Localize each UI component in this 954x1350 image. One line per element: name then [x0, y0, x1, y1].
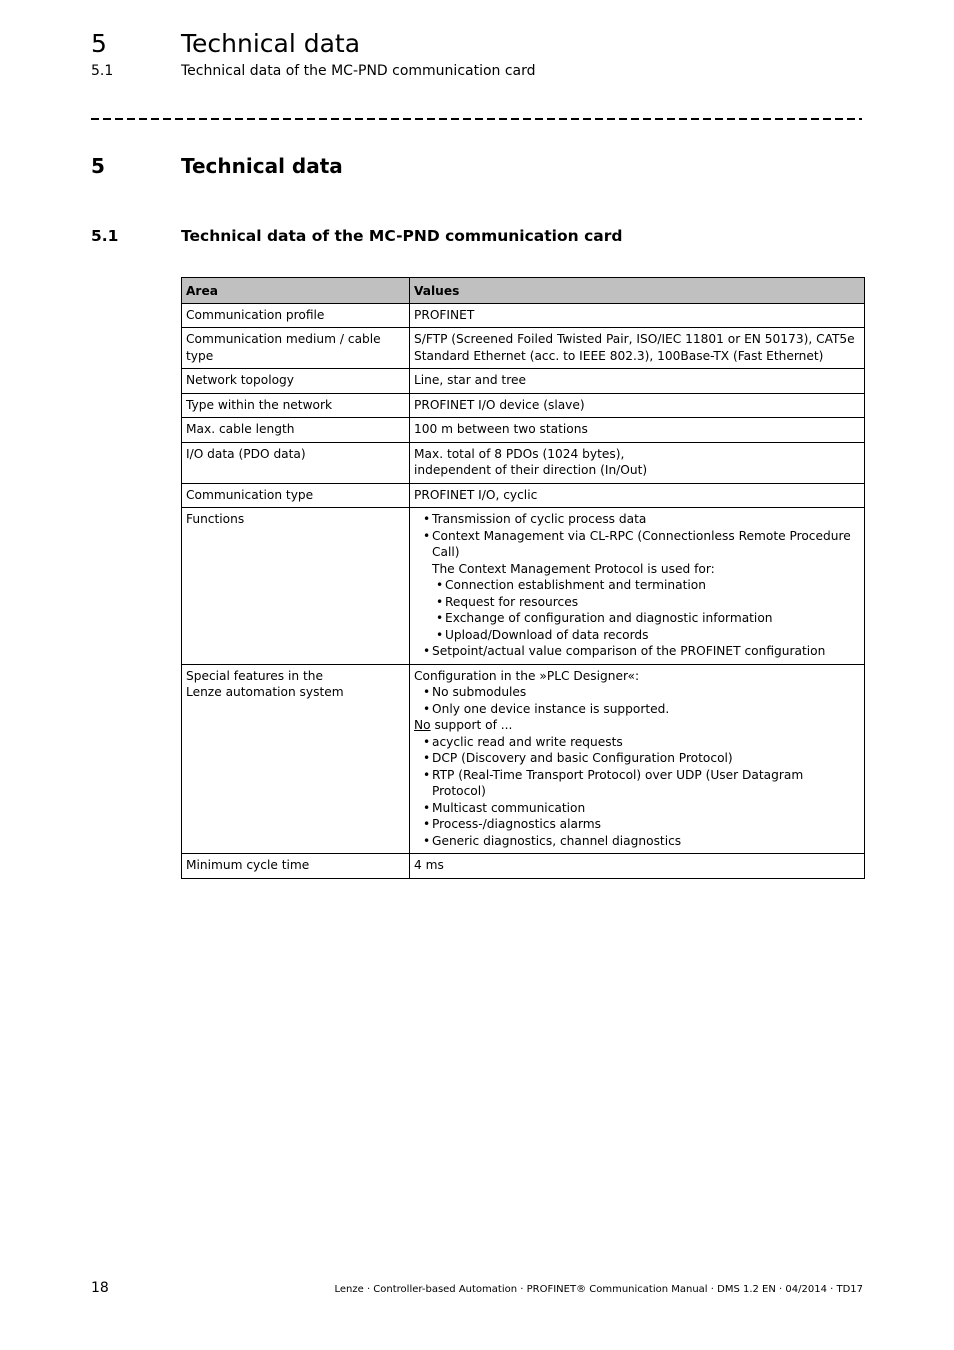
area-line: Special features in the — [186, 668, 323, 683]
no-underlined: No — [414, 718, 431, 732]
value-line: independent of their direction (In/Out) — [414, 463, 648, 477]
area-cell: Max. cable length — [182, 418, 410, 443]
table-row — [182, 328, 865, 369]
value-cell: PROFINET I/O device (slave) — [410, 393, 865, 418]
value-cell — [410, 664, 865, 854]
page-number: 18 — [91, 1280, 109, 1296]
value-cell — [410, 508, 865, 665]
table-row — [182, 854, 865, 879]
area-cell: I/O data (PDO data) — [182, 442, 410, 483]
column-header-values: Values — [410, 278, 865, 304]
table-row — [182, 303, 865, 328]
value-cell — [410, 442, 865, 483]
running-header-section-number: 5.1 — [91, 63, 114, 79]
value-cell: PROFINET I/O, cyclic — [410, 483, 865, 508]
area-cell: Communication profile — [182, 303, 410, 328]
area-cell: Communication type — [182, 483, 410, 508]
column-header-area: Area — [182, 278, 410, 304]
table-header-row — [182, 278, 865, 304]
bullet-note: The Context Management Protocol is used for: — [432, 561, 715, 576]
area-cell — [182, 328, 410, 369]
bullet-item: • Multicast communication — [414, 800, 859, 817]
footer-text: Lenze · Controller-based Automation · PROFINET® Communication Manual · DMS 1.2 EN · 04/2014 · TD17 — [334, 1284, 863, 1295]
bullet-item: • DCP (Discovery and basic Configuration Protocol) — [414, 750, 859, 767]
table-row — [182, 442, 865, 483]
area-cell: Type within the network — [182, 393, 410, 418]
area-cell: Functions — [182, 508, 410, 665]
value-cell: 4 ms — [410, 854, 865, 879]
no-support-rest: support of ... — [430, 718, 513, 732]
bullet-item: • Generic diagnostics, channel diagnostics — [414, 833, 859, 850]
area-cell: Minimum cycle time — [182, 854, 410, 879]
table-row — [182, 483, 865, 508]
bullet-item: • Only one device instance is supported. — [414, 701, 859, 718]
heading1-number: 5 — [91, 154, 105, 178]
running-header-chapter-title: Technical data — [181, 29, 361, 58]
area-cell: Network topology — [182, 369, 410, 394]
value-cell: 100 m between two stations — [410, 418, 865, 443]
bullet-item: • RTP (Real-Time Transport Protocol) over UDP (User Datagram Protocol) — [414, 767, 859, 800]
value-line: S/FTP (Screened Foiled Twisted Pair, ISO/IEC 11801 or EN 50173), CAT5e — [414, 332, 855, 346]
value-line: Standard Ethernet (acc. to IEEE 802.3), 100Base-TX (Fast Ethernet) — [414, 348, 824, 363]
value-line: Max. total of 8 PDOs (1024 bytes), — [414, 446, 625, 461]
area-line: Lenze automation system — [186, 685, 344, 699]
sub-bullet-item: • Exchange of configuration and diagnostic information — [414, 610, 859, 627]
bullet-item: • Setpoint/actual value comparison of the PROFINET configuration — [414, 643, 859, 660]
table-row — [182, 664, 865, 854]
header-dashed-divider — [91, 118, 862, 120]
bullet-item: • Transmission of cyclic process data — [414, 511, 859, 528]
value-cell: Line, star and tree — [410, 369, 865, 394]
table-row — [182, 393, 865, 418]
sub-bullet-item: • Upload/Download of data records — [414, 627, 859, 644]
heading1-title: Technical data — [181, 154, 343, 178]
bullet-item: • No submodules — [414, 684, 859, 701]
heading2-number: 5.1 — [91, 227, 119, 245]
sub-bullet-item: • Connection establishment and termination — [414, 577, 859, 594]
area-cell — [182, 664, 410, 854]
bullet-item: • acyclic read and write requests — [414, 734, 859, 751]
table-row — [182, 508, 865, 665]
running-header-chapter-number: 5 — [91, 29, 107, 58]
bullet-item: • Context Management via CL-RPC (Connectionless Remote Procedure Call) — [414, 528, 859, 561]
heading2-title: Technical data of the MC-PND communication card — [181, 227, 623, 245]
no-support-intro — [414, 717, 859, 734]
sub-bullet-item: • Request for resources — [414, 594, 859, 611]
area-text: Communication medium / cable type — [186, 332, 381, 363]
table-row — [182, 369, 865, 394]
value-cell — [410, 328, 865, 369]
config-intro: Configuration in the »PLC Designer«: — [414, 668, 640, 683]
technical-data-table — [181, 277, 865, 879]
value-cell: PROFINET — [410, 303, 865, 328]
table-row — [182, 418, 865, 443]
bullet-item: • Process-/diagnostics alarms — [414, 816, 859, 833]
running-header-section-title: Technical data of the MC-PND communication card — [181, 63, 536, 79]
